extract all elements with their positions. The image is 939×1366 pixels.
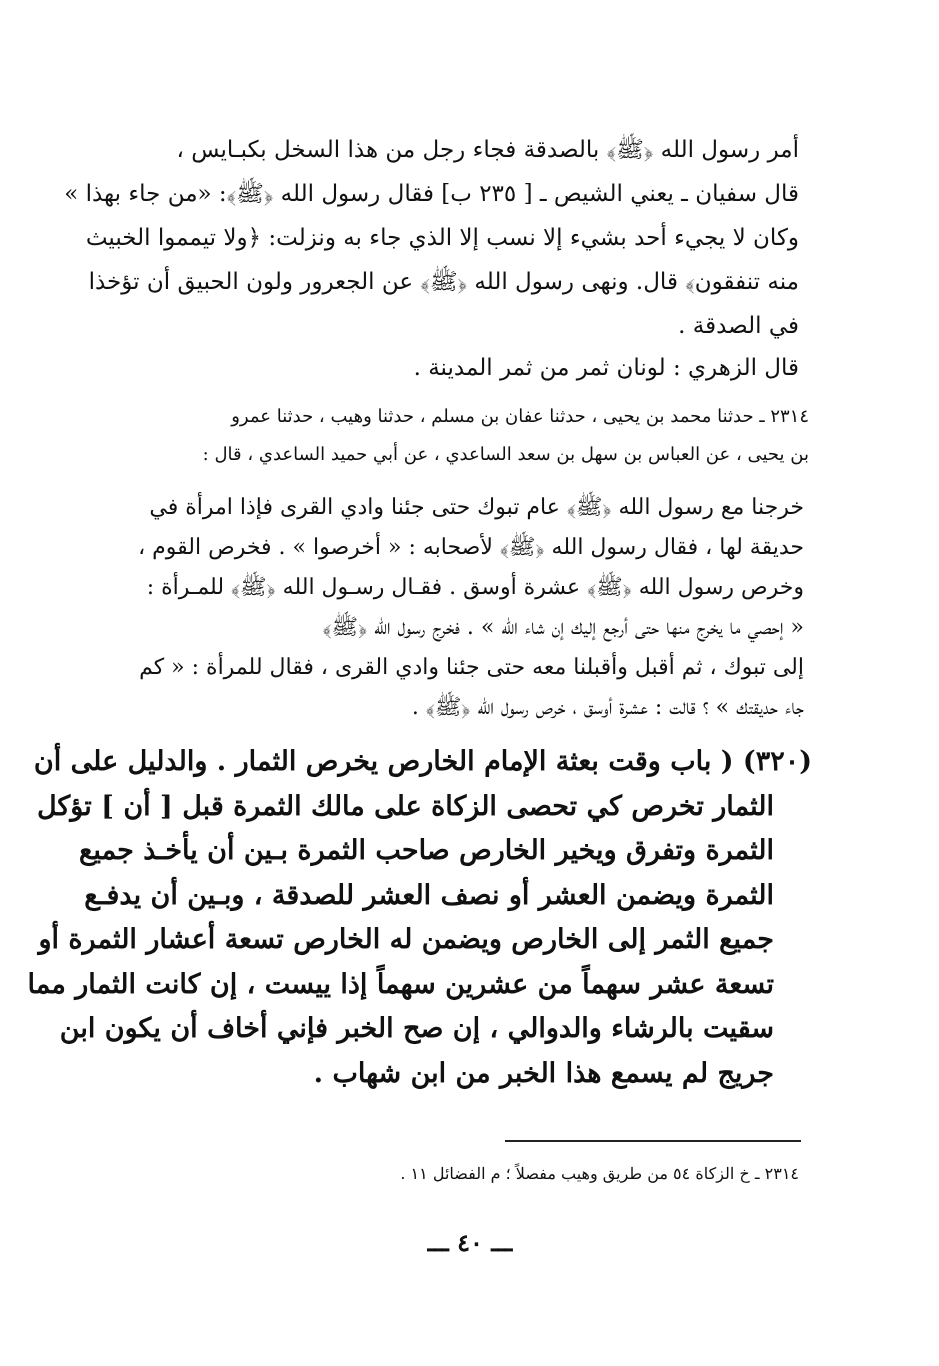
text-line: قال سفيان ـ يعني الشيص ـ [ ٢٣٥ ب] فقال رسول الله ﴿ﷺ﴾: «من جاء بهذا » — [64, 181, 799, 207]
hadith-matn — [114, 488, 804, 728]
text-line: تسعة عشر سهماً من عشرين سهماً إذا ييست ، إن كانت الثمار مما — [27, 968, 774, 1000]
text-line: منه تنفقون﴾ قال. ونهى رسول الله ﴿ﷺ﴾ عن الجعرور ولون الحبيق أن تؤخذا — [88, 269, 799, 295]
chapter-title-line: (٣٢٠) ( باب وقت بعثة الإمام الخارص يخرص الثمار . والدليل على أن — [33, 746, 812, 777]
text-line: جميع الثمر إلى الخارص ويضمن له الخارص تسعة أعشار الثمرة أو — [38, 924, 774, 955]
text-line: وخرص رسول الله ﴿ﷺ﴾ عشرة أوسق . فقـال رسـول الله ﴿ﷺ﴾ للمـرأة : — [146, 575, 804, 600]
text-line: في الصدقة . — [678, 313, 799, 339]
chapter-heading — [27, 740, 812, 1096]
text-line: أمر رسول الله ﴿ﷺ﴾ بالصدقة فجاء رجل من هذا السخل بكبـايس ، — [176, 137, 799, 163]
footnote: ٢٣١٤ ـ خ الزكاة ٥٤ من طريق وهيب مفصلاً ؛ م الفضائل ١١ . — [400, 1164, 799, 1183]
text-line: بن يحيى ، عن العباس بن سهل بن سعد الساعدي ، عن أبي حميد الساعدي ، قال : — [202, 444, 809, 465]
paragraph-1 — [64, 128, 799, 348]
footnote-divider — [505, 1140, 801, 1142]
paragraph-2 — [119, 348, 799, 388]
text-line: قال الزهري : لونان ثمر من ثمر المدينة . — [413, 355, 799, 381]
text-line: الثمار تخرص كي تحصى الزكاة على مالك الثمرة قبل [ أن ] تؤكل — [36, 790, 774, 822]
text-line: خرجنا مع رسول الله ﴿ﷺ﴾ عام تبوك حتى جئنا وادي القرى فإذا امرأة في — [149, 495, 804, 520]
text-line: الثمرة وتفرق ويخير الخارص صاحب الثمرة بـين أن يأخـذ جميع — [79, 835, 774, 866]
text-line: حديقة لها ، فقال رسول الله ﴿ﷺ﴾ لأصحابه : « أخرصوا » . فخرص القوم ، — [138, 535, 804, 560]
text-line: سقيت بالرشاء والدوالي ، إن صح الخبر فإني أخاف أن يكون ابن — [59, 1013, 774, 1044]
text-line: « إحصي ما يخرج منها حتى أرجع إليك إن شاء الله » . فخرج رسول الله ﴿ﷺ﴾ — [322, 615, 804, 640]
page-number: ـــ ٤٠ ـــ — [427, 1228, 513, 1257]
hadith-isnad — [119, 398, 809, 474]
text-line: الثمرة ويضمن العشر أو نصف العشر للصدقة ، وبـين أن يدفـع — [84, 879, 774, 911]
text-line: وكان لا يجيء أحد بشيء إلا نسب إلا الذي جاء به ونزلت: ﴿ولا تيمموا الخبيث — [85, 225, 799, 251]
text-line: جريج لم يسمع هذا الخبر من ابن شهاب . — [313, 1057, 774, 1089]
text-line: إلى تبوك ، ثم أقبل وأقبلنا معه حتى جئنا وادي القرى ، فقال للمرأة : « كم — [139, 655, 804, 680]
text-line: جاء حديقتك » ؟ قالت : عشرة أوسق ، خرص رسول الله ﴿ﷺ﴾ . — [411, 695, 804, 720]
text-line: ٢٣١٤ ـ حدثنا محمد بن يحيى ، حدثنا عفان بن مسلم ، حدثنا وهيب ، حدثنا عمرو — [231, 406, 809, 427]
